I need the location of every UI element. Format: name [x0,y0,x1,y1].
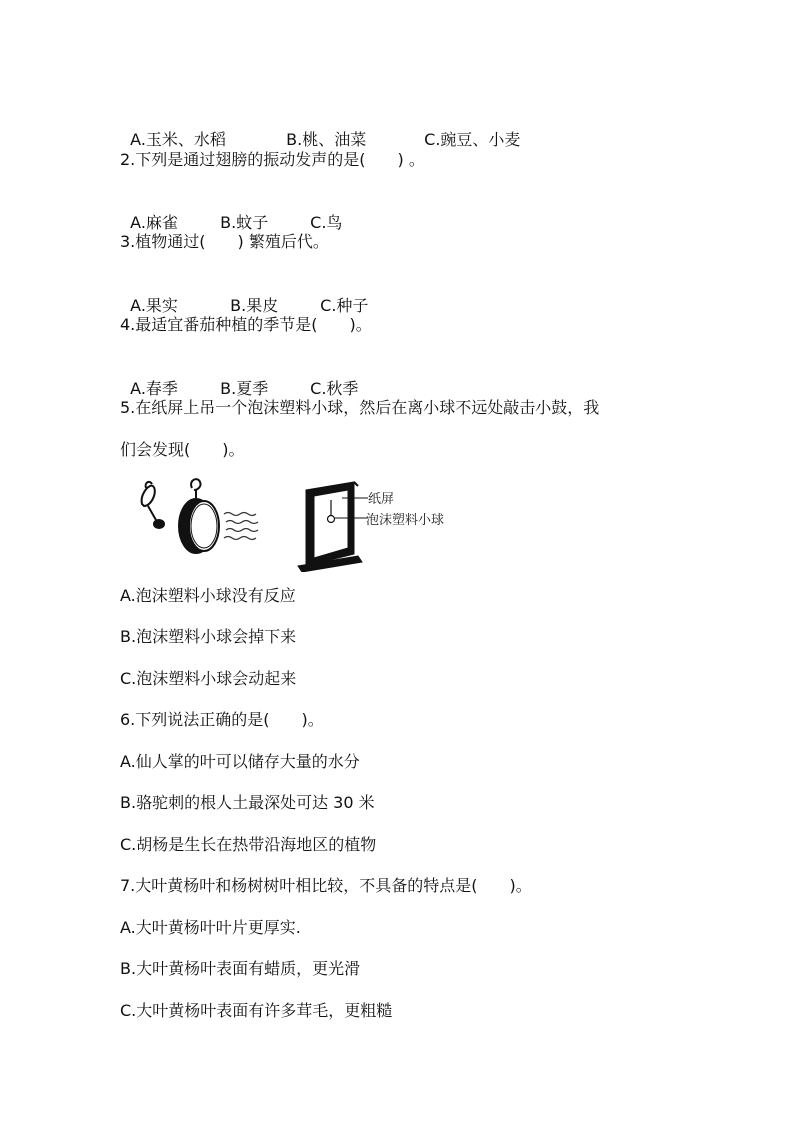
q7-option-a: A.大叶黄杨叶叶片更厚实. [120,918,301,937]
ball-label: 泡沫塑料小球 [366,513,445,528]
q4-stem: 4.最适宜番茄种植的季节是( )。 [120,315,372,334]
q1-options [120,107,520,151]
q5-option-b: B.泡沫塑料小球会掉下来 [120,627,297,646]
q3-options [120,273,368,317]
q3-option-b: B.果皮 [230,296,279,315]
q7-stem: 7.大叶黄杨叶和杨树树叶相比较，不具备的特点是( )。 [120,876,532,895]
q5-option-c: C.泡沫塑料小球会动起来 [120,669,297,688]
drum [179,479,219,553]
sound-waves [224,513,258,540]
q1-option-a: A.玉米、水稻 [130,130,226,149]
hand-with-drumstick [142,482,164,528]
q5-stem-line1: 5.在纸屏上吊一个泡沫塑料小球，然后在离小球不远处敲击小鼓，我 [120,398,600,417]
q4-options [120,356,358,400]
q6-stem: 6.下列说法正确的是( )。 [120,710,324,729]
q5-figure [136,476,466,572]
q3-option-a: A.果实 [130,296,178,315]
q3-stem: 3.植物通过( ) 繁殖后代。 [120,232,329,251]
q6-option-b: B.骆驼刺的根人土最深处可达 30 米 [120,793,375,812]
q2-option-b: B.蚊子 [220,213,269,232]
screen-label: 纸屏 [368,492,395,507]
q7-option-c: C.大叶黄杨叶表面有许多茸毛，更粗糙 [120,1001,393,1020]
q4-option-a: A.春季 [130,379,178,398]
q6-option-c: C.胡杨是生长在热带沿海地区的植物 [120,835,377,854]
q1-option-c: C.豌豆、小麦 [424,130,521,149]
q1-option-b: B.桃、油菜 [286,130,367,149]
q2-stem: 2.下列是通过翅膀的振动发声的是( ) 。 [120,150,425,169]
q2-option-a: A.麻雀 [130,213,178,232]
q2-options [120,190,342,234]
q4-option-b: B.夏季 [220,379,269,398]
q2-option-c: C.鸟 [310,213,343,232]
q3-option-c: C.种子 [320,296,369,315]
paper-screen [298,482,362,572]
q6-option-a: A.仙人掌的叶可以储存大量的水分 [120,752,360,771]
q5-option-a: A.泡沫塑料小球没有反应 [120,586,296,605]
q4-option-c: C.秋季 [310,379,359,398]
q7-option-b: B.大叶黄杨叶表面有蜡质，更光滑 [120,959,361,978]
q5-stem-line2: 们会发现( )。 [120,440,245,459]
